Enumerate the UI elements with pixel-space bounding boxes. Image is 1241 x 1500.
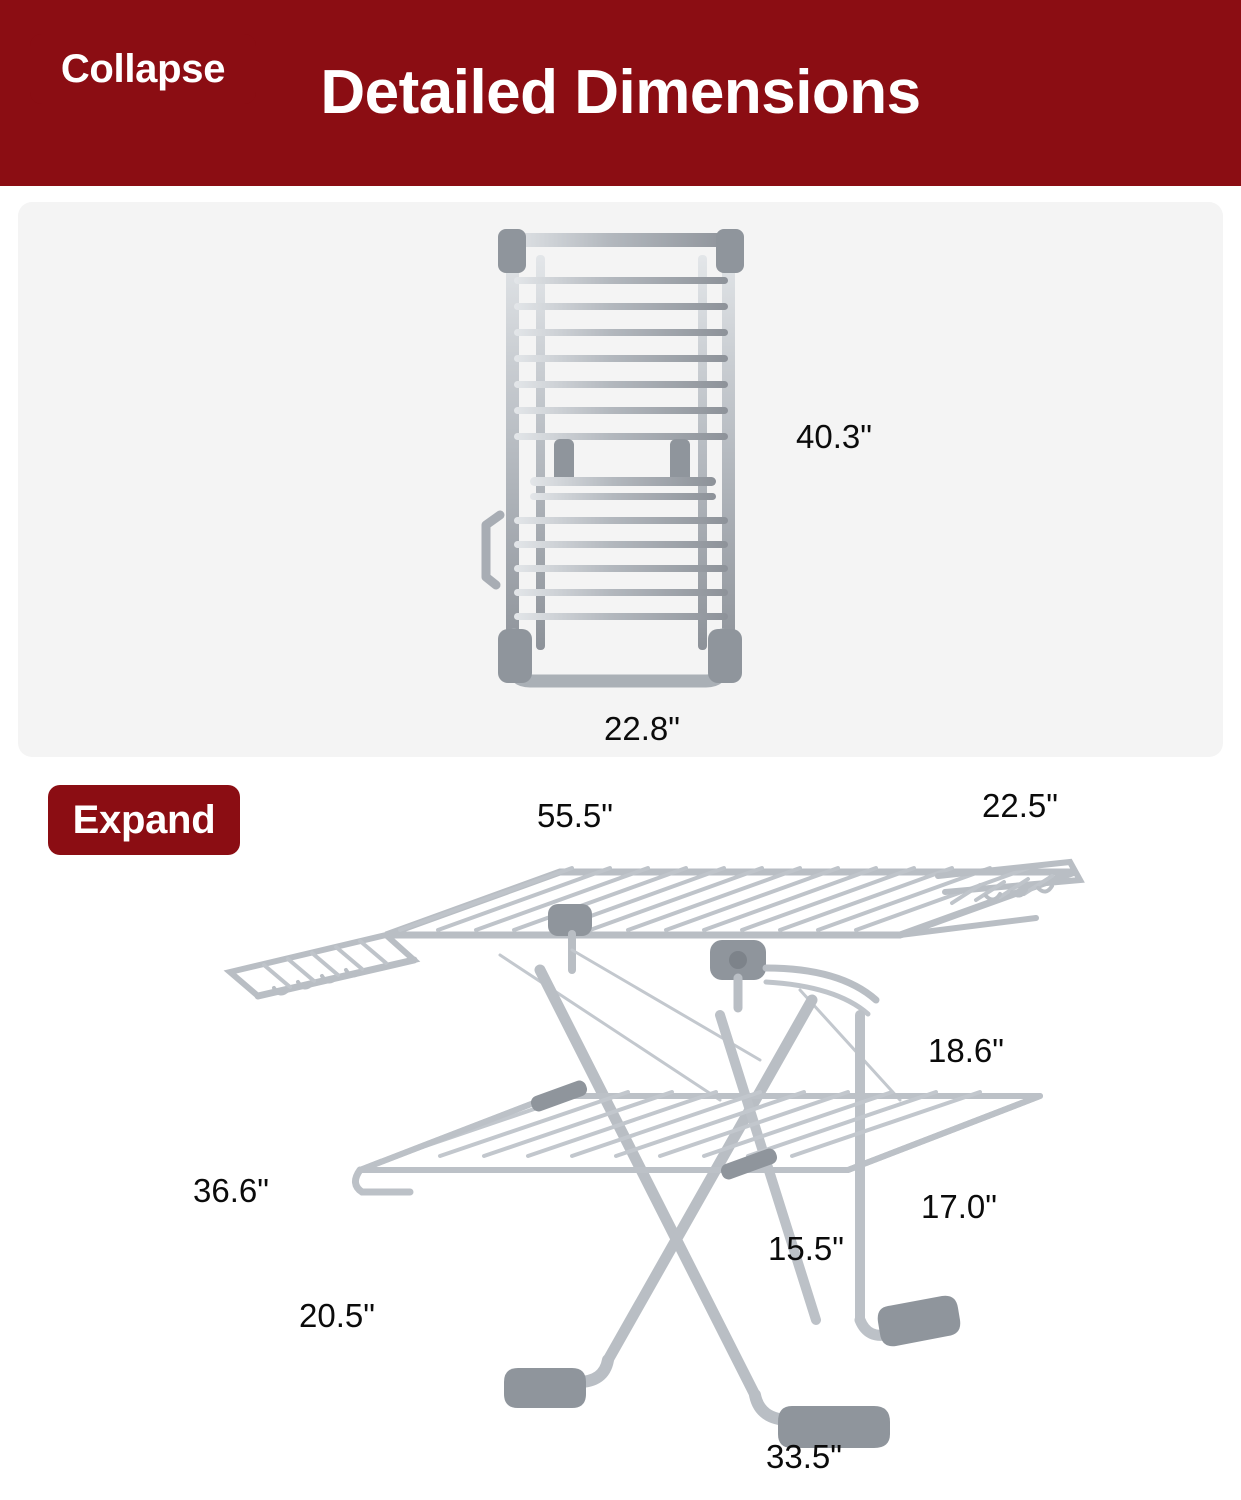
dim-collapse-width: 22.8" — [604, 710, 680, 747]
badge-collapse: Collapse — [30, 34, 256, 104]
expanded-rack-illustration — [200, 800, 1100, 1460]
dim-expand-wing-right: 22.5" — [982, 787, 1058, 824]
badge-expand: Expand — [48, 785, 240, 855]
dim-expand-base-height: 20.5" — [299, 1297, 375, 1334]
dim-expand-base-width: 33.5" — [766, 1438, 842, 1475]
collapsed-rack-illustration — [470, 225, 780, 695]
dim-expand-shelf-depth: 18.6" — [928, 1032, 1004, 1069]
dim-expand-total-height: 36.6" — [193, 1172, 269, 1209]
dim-expand-shelf-right: 17.0" — [921, 1188, 997, 1225]
dim-expand-top-length: 55.5" — [537, 797, 613, 834]
dim-expand-shelf-inner: 15.5" — [768, 1230, 844, 1267]
dim-collapse-height: 40.3" — [796, 418, 872, 455]
page-title: Detailed Dimensions — [320, 58, 921, 127]
